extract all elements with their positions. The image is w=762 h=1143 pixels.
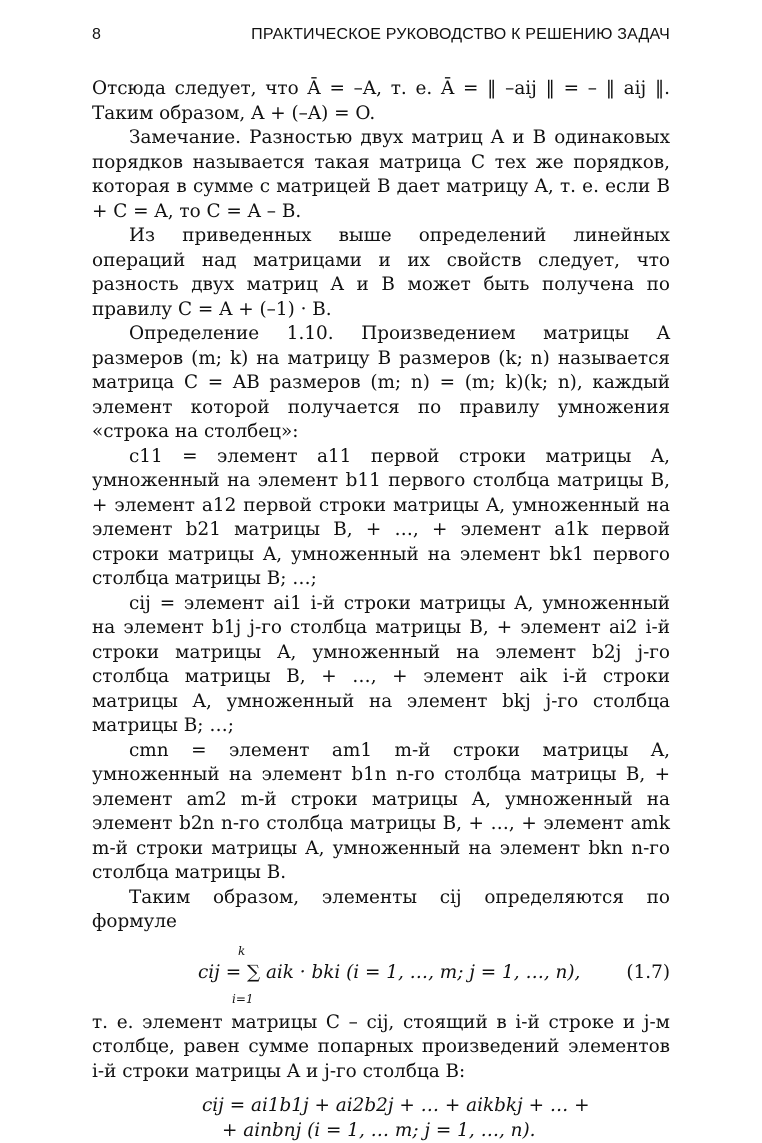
formula-number: (1.7) [626,961,670,986]
page-number: 8 [92,26,101,44]
paragraph-c11: c11 = элемент a11 первой строки матрицы A, умноженный на элемент b11 первого столбца матрицы B, + элемент a12 первой строки матрицы A, умноженный на элемент b21 матрицы B, + …, + элемент a1k первой строки матрицы A, умноженный на элемент bk1 первого столбца матрицы B; …; [92,445,670,592]
formula-1-7 [92,939,670,1007]
expansion-line-2: + ainbnj (i = 1, … m; j = 1, …, n). [202,1119,670,1143]
paragraph-definition: Определение 1.10. Произведением матрицы A размеров (m; k) на матрицу B размеров (k; n) называется матрица C = AB размеров (m; n) = (m; k)(k; n), каждый элемент которой получается по правилу умножения «строка на столбец»: [92,322,670,445]
formula-text: cij = ∑ aik · bki (i = 1, …, m; j = 1, …, n), [198,961,580,986]
page-header [92,26,670,50]
sum-lower-limit: i=1 [232,987,254,1012]
paragraph-cij: cij = элемент ai1 i-й строки матрицы A, умноженный на элемент b1j j-го столбца матрицы B, + элемент ai2 i-й строки матрицы A, умноженный на элемент b2j j-го столбца матрицы B, + …, + элемент aik i-й строки матрицы A, умноженный на элемент bkj j-го столбца матрицы B; …; [92,592,670,739]
paragraph-2: Из приведенных выше определений линейных операций над матрицами и их свойств следует, что разность двух матриц A и B может быть получена по правилу C = A + (–1) · B. [92,224,670,322]
paragraph-after-formula: т. е. элемент матрицы C – cij, стоящий в i-й строке и j-м столбце, равен сумме попарных произведений элементов i-й строки матрицы A и j-го столбца B: [92,1011,670,1085]
expansion-line-1: cij = ai1b1j + ai2b2j + … + aikbkj + … + [202,1094,670,1119]
paragraph-1: Отсюда следует, что Ā = –A, т. е. Ā = ‖ –aij ‖ = – ‖ aij ‖. Таким образом, A + (–A) = O. [92,77,670,126]
page-body [92,77,670,1143]
sum-upper-limit: k [238,939,245,964]
paragraph-cmn: cmn = элемент am1 m-й строки матрицы A, умноженный на элемент b1n n-го столбца матрицы B, + элемент am2 m-й строки матрицы A, умноженный на элемент b2n n-го столбца матрицы B, + …, + элемент amk m-й строки матрицы A, умноженный на элемент bkn n-го столбца матрицы B. [92,739,670,886]
paragraph-remark: Замечание. Разностью двух матриц A и B одинаковых порядков называется такая матрица C тех же порядков, которая в сумме с матрицей B дает матрицу A, т. е. если B + C = A, то C = A – B. [92,126,670,224]
running-title: ПРАКТИЧЕСКОЕ РУКОВОДСТВО К РЕШЕНИЮ ЗАДАЧ [251,26,670,44]
formula-expansion [202,1094,670,1143]
paragraph-formula-intro: Таким образом, элементы cij определяются по формуле [92,886,670,935]
